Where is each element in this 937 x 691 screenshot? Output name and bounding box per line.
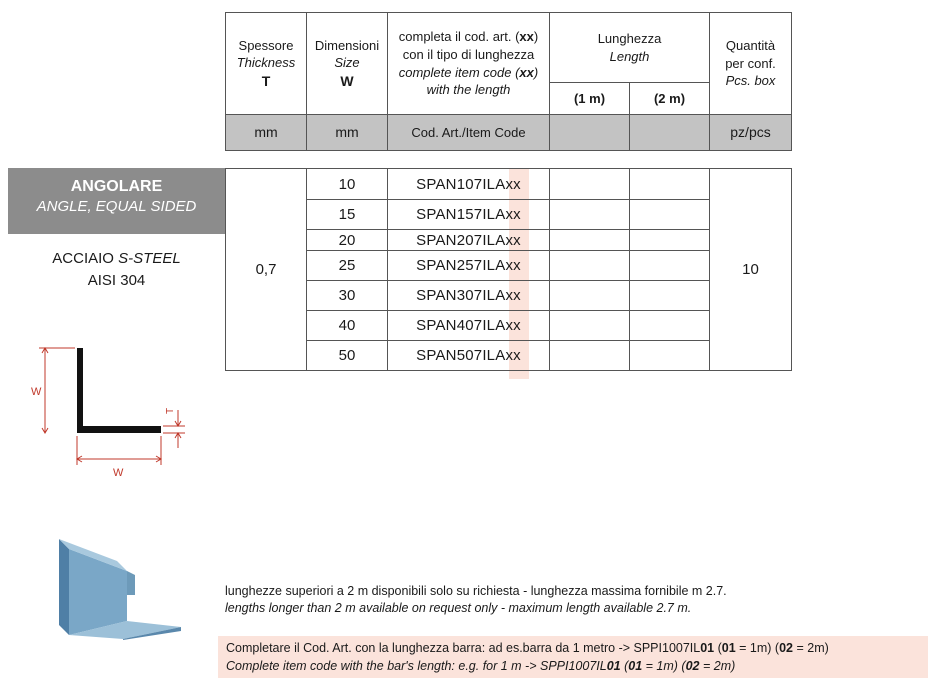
code-header bbox=[388, 13, 550, 115]
cn-it-b2: 01 bbox=[721, 641, 736, 655]
length-note-it: lunghezze superiori a 2 m disponibili solo su richiesta - lunghezza massima fornibile m 2.7. bbox=[225, 584, 727, 598]
cn-en-2: ( bbox=[620, 659, 629, 673]
thickness-en: Thickness bbox=[236, 55, 296, 71]
code-it-a: completa il cod. art. ( bbox=[398, 29, 520, 45]
item-code-base: SPAN307ILA bbox=[416, 287, 506, 304]
item-code-suffix: xx bbox=[505, 175, 521, 193]
cn-en-b1: 01 bbox=[606, 659, 621, 673]
qty-value: 10 bbox=[710, 169, 792, 371]
unit-dimensions: mm bbox=[307, 115, 388, 151]
code-header-it-1 bbox=[388, 28, 549, 46]
product-name-it: ANGOLARE bbox=[70, 178, 163, 195]
size-value: 15 bbox=[307, 200, 388, 230]
cn-en-4: = 2m) bbox=[699, 659, 736, 673]
cn-it-b1: 01 bbox=[700, 641, 715, 655]
length-2m-cell bbox=[630, 281, 710, 311]
length-2m-cell bbox=[630, 341, 710, 371]
complete-note-it bbox=[226, 639, 928, 657]
code-header-en-1 bbox=[388, 64, 549, 82]
length-2m: (2 m) bbox=[630, 83, 710, 115]
cn-en-b2: 01 bbox=[628, 659, 643, 673]
unit-code: Cod. Art./Item Code bbox=[388, 115, 550, 151]
length-1m-cell bbox=[550, 251, 630, 281]
item-code bbox=[388, 230, 550, 251]
complete-code-note bbox=[218, 636, 928, 678]
cn-it-1: Completare il Cod. Art. con la lunghezza barra: ad es.barra da 1 metro -> SPPI1007IL bbox=[226, 641, 701, 655]
length-1m-cell bbox=[550, 200, 630, 230]
item-code-suffix: xx bbox=[505, 347, 521, 364]
material-label bbox=[8, 248, 225, 292]
item-code bbox=[388, 341, 550, 371]
angle-profile-icon bbox=[77, 348, 161, 433]
length-1m-cell bbox=[550, 281, 630, 311]
dimension-lines-icon bbox=[39, 348, 185, 465]
item-code bbox=[388, 251, 550, 281]
angle-3d-icon bbox=[55, 535, 185, 640]
length-1m: (1 m) bbox=[550, 83, 630, 115]
length-note-en: lengths longer than 2 m available on request only - maximum length available 2.7 m. bbox=[225, 601, 692, 615]
unit-thickness: mm bbox=[226, 115, 307, 151]
label-t: T bbox=[165, 407, 176, 414]
product-name-band bbox=[8, 168, 225, 234]
item-code-base: SPAN407ILA bbox=[416, 317, 506, 334]
qty-it-2: per conf. bbox=[725, 55, 776, 71]
code-en-xx: xx bbox=[519, 64, 534, 80]
size-value: 30 bbox=[307, 281, 388, 311]
qty-it-1: Quantità bbox=[725, 38, 776, 54]
size-value: 20 bbox=[307, 230, 388, 251]
size-value: 25 bbox=[307, 251, 388, 281]
code-header-it-2: con il tipo di lunghezza bbox=[402, 46, 535, 62]
length-note bbox=[225, 583, 727, 617]
table-row bbox=[226, 200, 792, 230]
item-code-base: SPAN207ILA bbox=[416, 231, 506, 249]
code-it-b: ) bbox=[533, 29, 539, 45]
length-it: Lunghezza bbox=[597, 30, 662, 46]
item-code-suffix: xx bbox=[505, 257, 521, 274]
item-code-base: SPAN507ILA bbox=[416, 347, 506, 364]
material-line bbox=[8, 248, 225, 270]
length-header bbox=[550, 13, 710, 83]
code-en-b: ) bbox=[533, 64, 539, 80]
code-it-xx: xx bbox=[519, 29, 534, 45]
length-2m-cell bbox=[630, 311, 710, 341]
material-it: ACCIAIO bbox=[52, 250, 114, 267]
size-value: 10 bbox=[307, 169, 388, 200]
item-code-base: SPAN257ILA bbox=[416, 257, 506, 274]
length-2m-cell bbox=[630, 251, 710, 281]
length-2m-cell bbox=[630, 169, 710, 200]
item-code-suffix: xx bbox=[505, 317, 521, 334]
item-code-suffix: xx bbox=[505, 206, 521, 223]
cn-it-4: = 2m) bbox=[793, 641, 829, 655]
unit-qty: pz/pcs bbox=[710, 115, 792, 151]
table-row bbox=[226, 311, 792, 341]
table-row bbox=[226, 169, 792, 200]
item-code bbox=[388, 281, 550, 311]
cn-it-2: ( bbox=[714, 641, 722, 655]
material-en: S-STEEL bbox=[118, 250, 181, 267]
unit-length-1 bbox=[550, 115, 630, 151]
thickness-symbol: T bbox=[261, 72, 271, 89]
table-row bbox=[226, 230, 792, 251]
cn-it-b3: 02 bbox=[779, 641, 793, 655]
cn-en-1: Complete item code with the bar's length: e.g. for 1 m -> SPPI1007IL bbox=[226, 659, 607, 673]
profile-drawing bbox=[25, 340, 195, 485]
qty-en: Pcs. box bbox=[725, 73, 776, 89]
code-en-a: complete item code ( bbox=[398, 64, 520, 80]
table-row bbox=[226, 251, 792, 281]
size-value: 50 bbox=[307, 341, 388, 371]
item-code-base: SPAN157ILA bbox=[416, 206, 506, 223]
length-en: Length bbox=[609, 48, 650, 64]
material-grade: AISI 304 bbox=[87, 272, 146, 289]
header-table bbox=[225, 12, 792, 151]
item-code bbox=[388, 200, 550, 230]
table-row bbox=[226, 341, 792, 371]
qty-header bbox=[710, 13, 792, 115]
cn-en-3: = 1m) ( bbox=[642, 659, 686, 673]
dimensions-symbol: W bbox=[340, 72, 354, 89]
code-header-en-2: with the length bbox=[426, 82, 511, 98]
item-code bbox=[388, 169, 550, 200]
thickness-it: Spessore bbox=[238, 37, 294, 53]
length-1m-cell bbox=[550, 341, 630, 371]
complete-note-en bbox=[226, 657, 928, 675]
dimensions-it: Dimensioni bbox=[314, 37, 380, 53]
dimensions-en: Size bbox=[334, 55, 360, 71]
thickness-value: 0,7 bbox=[226, 169, 307, 371]
length-1m-cell bbox=[550, 169, 630, 200]
item-code bbox=[388, 311, 550, 341]
cn-it-3: = 1m) ( bbox=[735, 641, 780, 655]
length-2m-cell bbox=[630, 230, 710, 251]
length-1m-cell bbox=[550, 311, 630, 341]
product-table bbox=[225, 168, 792, 371]
label-w-bottom: W bbox=[113, 467, 124, 479]
label-w-side: W bbox=[31, 386, 42, 398]
item-code-base: SPAN107ILA bbox=[416, 175, 506, 193]
product-name-en: ANGLE, EQUAL SIDED bbox=[36, 198, 197, 215]
cn-en-b3: 02 bbox=[685, 659, 700, 673]
item-code-suffix: xx bbox=[505, 287, 521, 304]
length-2m-cell bbox=[630, 200, 710, 230]
thickness-header bbox=[226, 13, 307, 115]
size-value: 40 bbox=[307, 311, 388, 341]
length-1m-cell bbox=[550, 230, 630, 251]
item-code-suffix: xx bbox=[505, 231, 521, 249]
table-row bbox=[226, 281, 792, 311]
unit-length-2 bbox=[630, 115, 710, 151]
dimensions-header bbox=[307, 13, 388, 115]
